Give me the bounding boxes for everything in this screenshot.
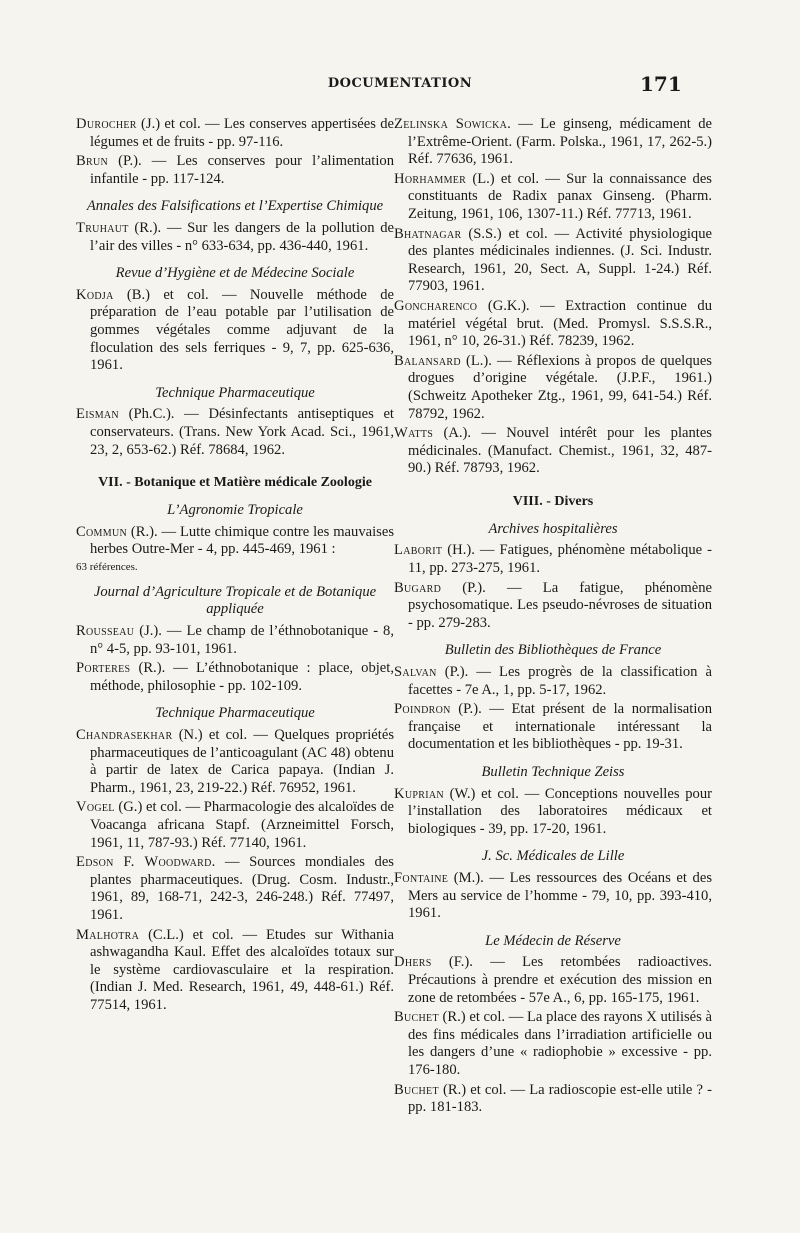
entry-text: (H.). — Fatigues, phénomène métabolique - 11, pp. 273-275, 1961. [408, 542, 712, 577]
entry-text: (F.). — Les retombées radioactives. Précautions à prendre et exécution des mission en zone de retombées - 57e A., 6, pp. 165-175, 1961. [408, 954, 712, 1006]
entry-author: Kodja [76, 286, 114, 303]
entry-text: (S.S.) et col. — Activité physiologique des plantes médicinales indiennes. (J. Sci. Industr. Research, 1961, 20, Sect. A, Suppl. 1-24.) Réf. 77903, 1961. [408, 225, 712, 295]
entry-text: (L.). — Réflexions à propos de quelques drogues d’origine végétale. (J.P.F., 1961.) (Schweitz Apotheker Ztg., 1961, 99, 641-54.) Réf. 78792, 1962. [408, 352, 712, 422]
entry-text: (R.). — L’éthnobotanique : place, objet, méthode, philosophie - pp. 102-109. [90, 660, 394, 694]
entry-text: . — Le ginseng, médicament de l’Extrême-Orient. (Farm. Polska., 1961, 17, 262-5.) Réf. 77636, 1961. [408, 116, 713, 168]
bibliography-entry [76, 406, 394, 459]
bibliography-entry [76, 623, 394, 658]
bibliography-entry [394, 298, 712, 351]
entry-author: Chandrasekhar [76, 727, 173, 744]
entry-text: (C.L.) et col. — Etudes sur Withania ashwagandha Kaul. Effet des alcaloïdes totaux sur le système cardiovasculaire et la respiration. (Indian J. Med. Research, 1961, 49, 448-61.) Réf. 77514, 1961. [90, 926, 394, 1013]
bibliography-entry [76, 287, 394, 375]
entry-author: Dhers [394, 954, 432, 971]
journal-title: Journal d’Agriculture Tropicale et de Botanique appliquée [93, 583, 377, 618]
entry-author: Laborit [394, 542, 443, 559]
bibliography-entry [76, 220, 394, 255]
entry-author: Balansard [394, 352, 461, 369]
entry-author: Rousseau [76, 623, 135, 640]
journal-title: Revue d’Hygiène et de Médecine Sociale [115, 265, 355, 282]
journal-title: Bulletin des Bibliothèques de France [444, 642, 662, 659]
entry-author: Eisman [76, 406, 119, 423]
entry-text: (G.) et col. — Pharmacologie des alcaloïdes de Voacanga africana Stapf. (Arzneimittel Forsch, 1961, 11, 787-93.) Réf. 77140, 1961. [90, 799, 394, 851]
entry-text: (R.) et col. — La place des rayons X utilisés à des fins médicales dans l’irradiation artificielle ou les dangers d’une « radiophobie » excessive - pp. 176-180. [408, 1009, 712, 1078]
entry-author: Bugard [394, 579, 442, 596]
entry-text: (L.) et col. — Sur la connaissance des constituants de Radix panax Ginseng. (Pharm. Zeitung, 1961, 106, 1307-11.) Réf. 77713, 1961. [408, 170, 712, 222]
entry-text: (M.). — Les ressources des Océans et des Mers au service de l’homme - 79, 10, pp. 393-410, 1961. [408, 869, 712, 922]
page-number: 171 [640, 72, 682, 96]
bibliography-entry [394, 171, 712, 224]
left-column [76, 116, 394, 1017]
entry-note: 63 références. [76, 560, 138, 573]
entry-text: (P.). — Les progrès de la classification à facettes - 7e A., 1, pp. 5-17, 1962. [408, 664, 712, 698]
journal-title: Archives hospitalières [488, 520, 618, 537]
entry-text: (Ph.C.). — Désinfectants antiseptiques et conservateurs. (Trans. New York Acad. Sci., 1961, 23, 2, 653-62.) Réf. 78684, 1962. [90, 406, 394, 458]
bibliography-entry [394, 701, 712, 754]
entry-author: Truhaut [76, 219, 129, 236]
entry-text: (J.). — Le champ de l’éthnobotanique - 8, n° 4-5, pp. 93-101, 1961. [90, 623, 394, 657]
bibliography-entry [394, 954, 712, 1007]
entry-text: (G.K.). — Extraction continue du matériel végétal brut. (Med. Promysl. S.S.S.R., 1961, n° 10, 26-31.) Réf. 78239, 1962. [408, 297, 712, 350]
entry-author: Fontaine [394, 869, 449, 886]
right-column [394, 116, 712, 1119]
journal-title: Le Médecin de Réserve [485, 932, 621, 949]
entry-author: Buchet [394, 1081, 439, 1098]
bibliography-entry [76, 799, 394, 852]
entry-text: (B.) et col. — Nouvelle méthode de préparation de l’eau potable par l’utilisation de gommes végétales comme adjuvant de la floculation des sels ferriques - 9, 7, pp. 625-636, 1961. [90, 286, 394, 374]
entry-text: . — Sources mondiales des plantes pharmaceutiques. (Drug. Cosm. Industr., 1961, 89, 168-71, 242-3, 246-248.) Réf. 77497, 1961. [90, 854, 394, 923]
bibliography-entry [394, 1082, 712, 1117]
entry-author: Brun [76, 153, 109, 170]
entry-text: (J.) et col. — Les conserves appertisées de légumes et de fruits - pp. 97-116. [90, 116, 394, 150]
entry-author: Durocher [76, 116, 137, 132]
bibliography-entry [76, 153, 394, 188]
entry-author: Zelinska Sowicka [394, 116, 508, 132]
section-heading: VII. - Botanique et Matière médicale Zoologie [98, 475, 372, 491]
entry-author: Watts [394, 425, 434, 442]
bibliography-entry [76, 927, 394, 1015]
bibliography-entry [394, 1009, 712, 1079]
entry-text: (P.). — Les conserves pour l’alimentation infantile - pp. 117-124. [90, 153, 394, 187]
entry-text: (R.). — Sur les dangers de la pollution de l’air des villes - n° 633-634, pp. 436-440, 1961. [90, 219, 394, 254]
entry-author: Porteres [76, 660, 131, 677]
entry-text: (A.). — Nouvel intérêt pour les plantes médicinales. (Manufact. Chemist., 1961, 32, 487-90.) Réf. 78793, 1962. [408, 425, 712, 477]
bibliography-entry [394, 353, 712, 423]
entry-text: (R.). — Lutte chimique contre les mauvaises herbes Outre-Mer - 4, pp. 445-469, 1961 : [90, 523, 394, 558]
journal-title: J. Sc. Médicales de Lille [481, 848, 625, 865]
bibliography-entry [76, 524, 394, 559]
entry-author: Buchet [394, 1009, 439, 1026]
entry-author: Kuprian [394, 785, 444, 802]
bibliography-entry [76, 854, 394, 924]
journal-title: Technique Pharmaceutique [155, 384, 315, 401]
bibliography-entry [394, 664, 712, 699]
running-header: DOCUMENTATION [327, 76, 473, 91]
bibliography-entry [394, 116, 712, 169]
entry-text: (N.) et col. — Quelques propriétés pharmaceutiques de l’anticoagulant (AC 48) obtenu à partir de latex de Carica papaya. (Indian J. Pharm., 1961, 23, 219-22.) Réf. 76952, 1961. [90, 727, 394, 796]
entry-author: Bhatnagar [394, 225, 462, 242]
entry-text: (P.). — Etat présent de la normalisation française et internationale intéressant la documentation et les bibliothèques - pp. 19-31. [408, 701, 712, 753]
bibliography-entry [76, 660, 394, 695]
journal-title: Annales des Falsifications et l’Expertise Chimique [86, 198, 384, 215]
bibliography-entry [394, 870, 712, 923]
entry-author: Commun [76, 523, 127, 540]
journal-title: Bulletin Technique Zeiss [481, 764, 625, 780]
entry-author: Salvan [394, 664, 437, 681]
journal-title: L’Agronomie Tropicale [167, 502, 303, 519]
bibliography-entry [76, 116, 394, 151]
journal-title: Technique Pharmaceutique [155, 705, 315, 722]
bibliography-entry [394, 226, 712, 296]
entry-text: (R.) et col. — La radioscopie est-elle utile ? - pp. 181-183. [408, 1081, 712, 1116]
entry-text: (P.). — La fatigue, phénomène psychosomatique. Les pseudo-névroses de situation - pp. 279-283. [408, 579, 712, 631]
entry-author: Malhotra [76, 926, 140, 943]
bibliography-entry [394, 542, 712, 577]
entry-author: Poindron [394, 701, 451, 718]
entry-author: Horhammer [394, 170, 467, 187]
section-heading: VIII. - Divers [512, 493, 594, 509]
bibliography-entry [394, 425, 712, 478]
bibliography-entry [394, 786, 712, 839]
entry-author: Goncharenco [394, 297, 478, 314]
entry-author: Edson F. Woodward [76, 854, 212, 871]
bibliography-entry [76, 727, 394, 797]
entry-author: Vogel [76, 799, 115, 816]
entry-text: (W.) et col. — Conceptions nouvelles pour l’installation des laboratoires médicaux et biologiques - 39, pp. 17-20, 1961. [408, 785, 712, 837]
bibliography-entry [394, 580, 712, 633]
